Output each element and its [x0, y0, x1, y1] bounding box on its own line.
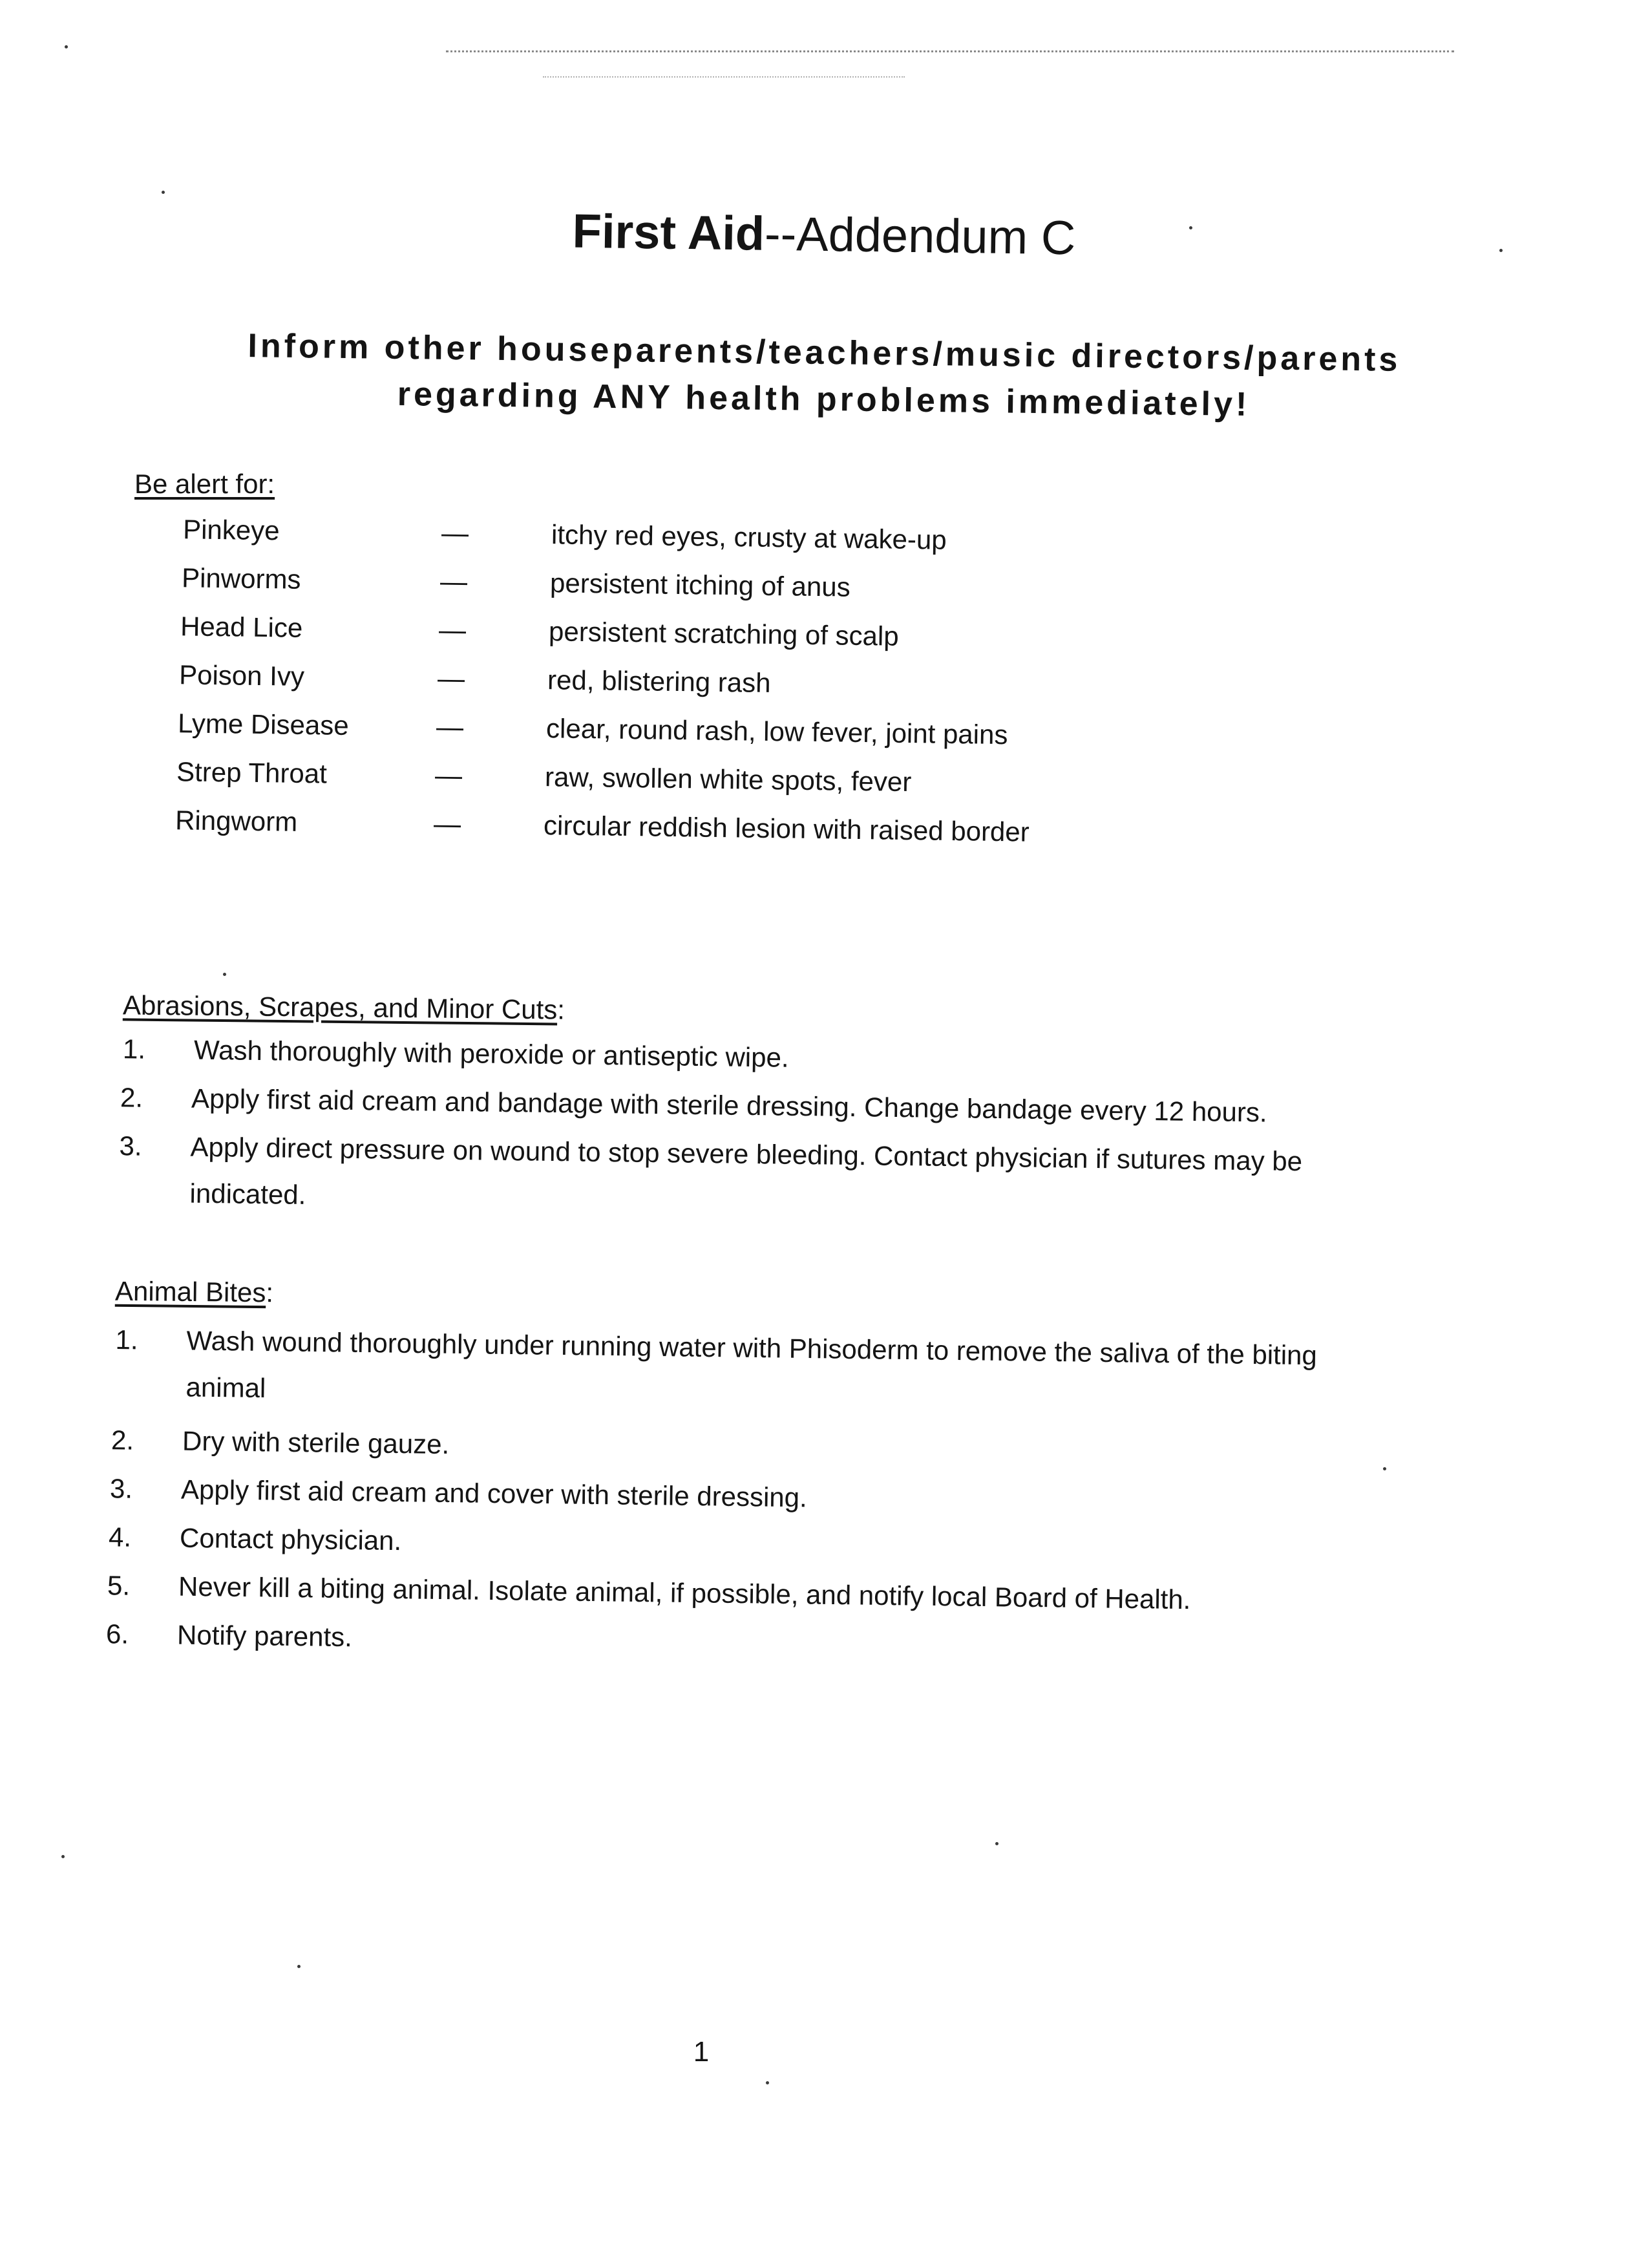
step-text: Never kill a biting animal. Isolate animal, if possible, and notify local Board of Health. [178, 1571, 1191, 1615]
title-main: First Aid [572, 204, 765, 260]
separator-dash: — [434, 759, 463, 791]
alert-item [182, 562, 1087, 614]
step-number: 4. [108, 1521, 132, 1553]
step-text: Wash wound thoroughly under running water with Phisoderm to remove the saliva of the biting animal [185, 1325, 1318, 1404]
separator-dash: — [437, 662, 465, 694]
step-number: 6. [105, 1618, 129, 1649]
alert-item [178, 708, 1083, 759]
symptom-text: raw, swollen white spots, fever [544, 761, 912, 798]
step-number: 3. [109, 1473, 133, 1504]
scan-speck [766, 2081, 769, 2084]
alert-item [175, 805, 1081, 856]
condition-name: Poison Ivy [178, 659, 305, 692]
step-number: 1. [122, 1033, 146, 1065]
step-text: Dry with sterile gauze. [182, 1425, 450, 1460]
scan-artifact-line [446, 50, 1454, 52]
condition-name: Head Lice [180, 611, 303, 643]
symptom-text: itchy red eyes, crusty at wake-up [551, 519, 947, 555]
symptom-text: persistent scratching of scalp [548, 616, 899, 652]
condition-name: Ringworm [174, 805, 298, 837]
separator-dash: — [433, 808, 461, 840]
animal-bites-heading: Animal Bites: [114, 1275, 274, 1308]
alert-heading: Be alert for: [134, 469, 275, 499]
scan-speck [65, 45, 68, 48]
scan-artifact-line [543, 76, 905, 78]
separator-dash: — [436, 711, 464, 743]
scan-speck [223, 973, 226, 976]
scan-speck [1383, 1467, 1386, 1470]
alert-item [176, 756, 1082, 808]
step-number: 1. [115, 1324, 138, 1355]
step-number: 5. [107, 1570, 131, 1601]
step-number: 3. [119, 1130, 142, 1161]
scan-speck [995, 1842, 998, 1845]
title-suffix: --Addendum C [764, 206, 1076, 265]
step-number: 2. [111, 1425, 134, 1456]
scan-speck [162, 191, 165, 194]
condition-name: Pinkeye [182, 514, 280, 546]
step-text: Apply direct pressure on wound to stop severe bleeding. Contact physician if sutures may be indicated. [189, 1131, 1303, 1210]
separator-dash: — [439, 566, 468, 597]
page-number: 1 [693, 2036, 710, 2068]
step-text: Wash thoroughly with peroxide or antiseptic wipe. [193, 1034, 789, 1073]
alert-item [183, 514, 1088, 566]
condition-name: Strep Throat [176, 756, 328, 789]
step-text: Contact physician. [179, 1522, 402, 1556]
bites-step [114, 1317, 1402, 1426]
alert-item [179, 659, 1084, 711]
scan-speck [297, 1965, 301, 1968]
scan-speck [61, 1855, 65, 1858]
symptom-text: red, blistering rash [547, 664, 771, 699]
symptom-text: circular reddish lesion with raised border [543, 810, 1030, 847]
inform-notice: Inform other houseparents/teachers/music directors/parents regarding ANY health problems immediately! [248, 327, 1401, 424]
step-number: 2. [120, 1082, 143, 1113]
separator-dash: — [441, 517, 469, 549]
symptom-text: clear, round rash, low fever, joint pains [545, 713, 1008, 750]
step-text: Apply first aid cream and cover with sterile dressing. [180, 1474, 808, 1513]
step-text: Apply first aid cream and bandage with sterile dressing. Change bandage every 12 hours. [191, 1083, 1267, 1128]
step-text: Notify parents. [176, 1619, 353, 1653]
abrasions-step [118, 1123, 1386, 1233]
abrasions-heading: Abrasions, Scrapes, and Minor Cuts: [122, 990, 565, 1025]
symptom-text: persistent itching of anus [549, 567, 850, 602]
page-title [0, 195, 1648, 273]
condition-name: Lyme Disease [177, 708, 350, 741]
condition-name: Pinworms [181, 562, 301, 595]
separator-dash: — [438, 614, 467, 646]
alert-item [180, 611, 1086, 662]
